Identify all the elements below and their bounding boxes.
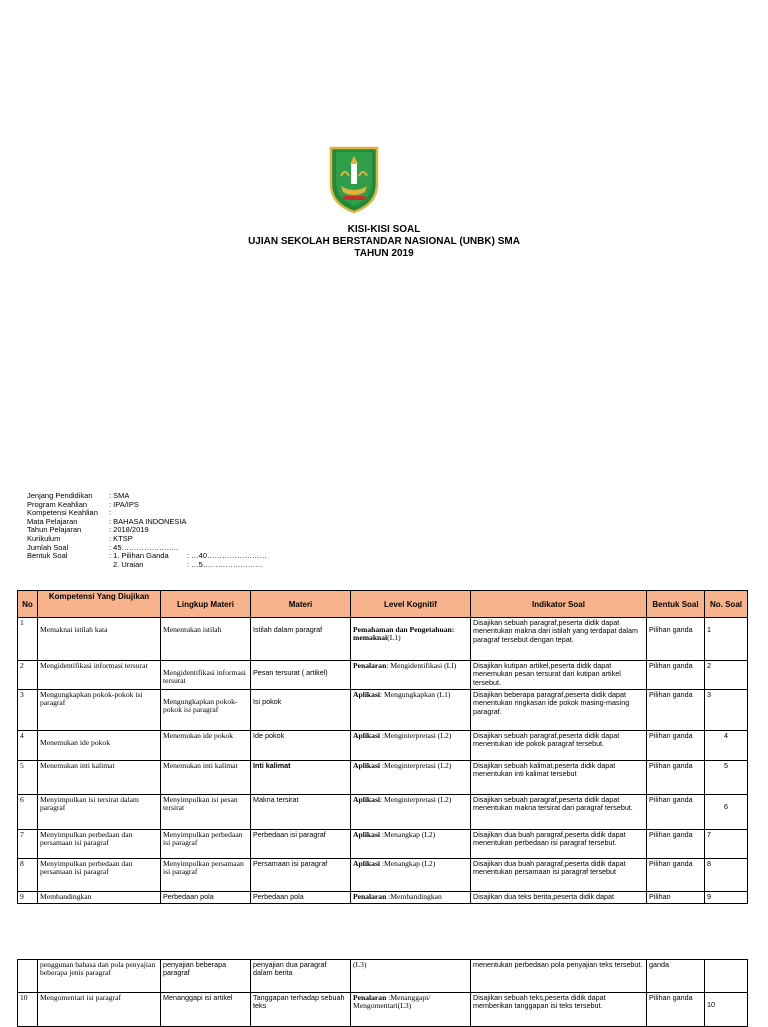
meta-row-bentuk: Bentuk Soal : 1. Pilihan Ganda : …40…………………… <box>27 551 268 561</box>
header-materi: Materi <box>251 591 351 618</box>
kisi-kisi-table <box>17 590 748 904</box>
table-row: 7 Menyimpulkan perbedaan dan persamaan isi paragraf Menyimpulkan perbedaan isi paragraf Perbedaan isi paragraf Aplikasi :Menangkap (L2) Disajikan dua buah paragraf,peserta didik dapat menentukan perbedaan isi paragraf tersebut. Pilihan ganda 7 <box>18 830 748 859</box>
header-nosoal: No. Soal <box>705 591 748 618</box>
meta-row: Tahun Pelajaran : 2018/2019 <box>27 525 149 535</box>
header-lingkup: Lingkup Materi <box>161 591 251 618</box>
header-kompetensi: Kompetensi Yang Diujikan <box>38 591 161 618</box>
meta-row-bentuk-2: 2. Uraian : …5…………………… <box>113 559 263 569</box>
table-row: 5 Menemukan inti kalimat Menemukan inti kalimat Inti kalimat Aplikasi :Menginterpretasi (L2) Disajikan sebuah kalimat,peserta didik dapat menentukan inti kalimat tersebut Pilihan ganda 5 <box>18 761 748 795</box>
table-row: 9 Membandingkan Perbedaan pola Perbedaan pola Penalaran :Membandingkan Disajikan dua teks berita,peserta didik dapat Pilihan 9 <box>18 892 748 904</box>
meta-row: Mata Pelajaran : BAHASA INDONESIA <box>27 516 187 526</box>
table-header-row <box>18 591 748 618</box>
table-row: penggunan bahasa dan pola penyajian beberapa jenis paragraf penyajian beberapa paragraf penyajian dua paragraf dalam berita (L3) menentukan perbedaan pola penyajian teks tersebut. ganda <box>18 960 748 993</box>
header-indikator: Indikator Soal <box>471 591 647 618</box>
table-row: 1 Memaknai istilah kata Menentukan istilah Istilah dalam paragraf Pemahaman dan Pengetahuan: memaknai(L1) Disajikan sebuah paragraf,peserta didik dapat menentukan makna dari istilah yang terdapat dalam paragraf tersebut dengan tepat. Pilihan ganda 1 <box>18 618 748 661</box>
table-row: 3 Mengungkapkan pokok-pokok isi paragraf Mengungkapkan pokok-pokok isi paragraf Isi pokok Aplikasi: Mengungkapkan (L1) Disajikan beberapa paragraf,peserta didik dapat menentukan ringkasan ide pokok masing-masing paragraf. Pilihan ganda 3 <box>18 690 748 731</box>
doc-year: TAHUN 2019 <box>354 248 414 259</box>
meta-row: Jenjang Pendidikan : SMA <box>27 491 130 500</box>
table-row: 4 Menemukan ide pokok Menemukan ide pokok Ide pokok Aplikasi :Menginterpretasi (L2) Disajikan sebuah paragraf,peserta didik dapat menentukan ide pokok paragraf tersebut. Pilihan ganda 4 <box>18 731 748 761</box>
meta-row: Kurikulum : KTSP <box>27 533 133 543</box>
table-row: 10 Mengomentari isi paragraf Menanggapi isi artikel Tanggapan terhadap sebuah teks Penalaran :Menanggapi/ Mengomentari(L3) Disajikan sebuah teks,peserta didik dapat memberikan tanggapan isi teks tersebut. Pilihan ganda 10 <box>18 993 748 1027</box>
meta-row: Kompetensi Keahlian : <box>27 508 112 518</box>
doc-title: KISI-KISI SOAL <box>347 224 421 235</box>
meta-row: Jumlah Soal : 45………………….. <box>27 542 179 552</box>
riau-emblem-logo <box>329 146 379 214</box>
table-row: 6 Menyimpulkan isi tersirat dalam paragraf Menyimpulkan isi pesan tersirat Makna tersirat Aplikasi: Menginterpretasi (L2) Disajikan sebuah paragraf,peserta didik dapat menentukan makna tersirat dari paragraf tersebut. Pilihan ganda 6 <box>18 795 748 830</box>
header-no: No <box>18 591 38 618</box>
exam-meta-info <box>27 492 267 569</box>
header-level: Level Kognitif <box>351 591 471 618</box>
table-row: 2 Mengidentifikasi informasi tersurat Mengidentifikasi informasi tersurat Pesan tersurat ( artikel) Penalaran: Mengidentifikasi (LI) Disajikan kutipan artikel,peserta didik dapat menemukan pesan tersurat dari kutipan artikel tersebut. Pilihan ganda 2 <box>18 661 748 690</box>
doc-subtitle: UJIAN SEKOLAH BERSTANDAR NASIONAL (UNBK) SMA <box>248 236 520 247</box>
table-row: 8 Menyimpulkan perbedaan dan persamaan isi paragraf Menyimpulkan persamaan isi paragraf Persamaan isi paragraf Aplikasi :Menangkap (L2) Disajikan dua buah paragraf,peserta didik dapat menentukan persamaan isi paragraf tersebut Pilihan ganda 8 <box>18 859 748 892</box>
meta-row: Program Keahlian : IPA/IPS <box>27 499 139 509</box>
kisi-kisi-table-continued <box>17 959 748 1027</box>
header-bentuk: Bentuk Soal <box>647 591 705 618</box>
